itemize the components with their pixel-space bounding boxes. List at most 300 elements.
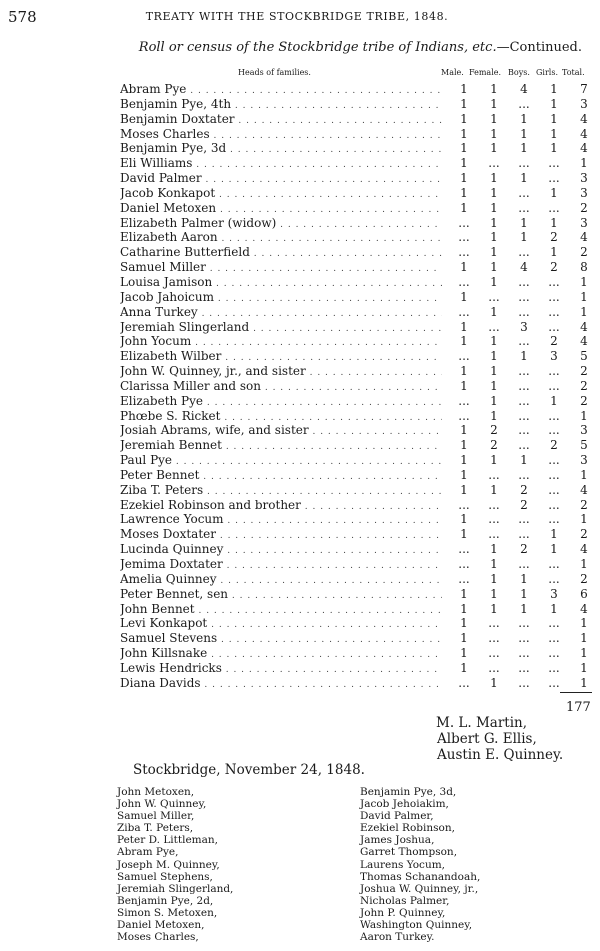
cell-boys: 4 [520, 260, 528, 275]
table-row [120, 676, 590, 691]
family-head-name: Amelia Quinney . . . [120, 572, 442, 589]
family-head-name: Benjamin Doxtater . . . [120, 112, 442, 129]
cell-female: 2 [490, 438, 498, 453]
witness-name: Washington Quinney, [360, 919, 473, 932]
family-head-name: Elizabeth Aaron . . . [120, 230, 442, 247]
witness-name: Jeremiah Slingerland, [117, 882, 234, 895]
cell-girls: ... [548, 453, 560, 468]
family-head-name: Levi Konkapot . . . [120, 616, 442, 633]
witness-name: Moses Charles, [117, 931, 199, 944]
cell-boys: 2 [520, 497, 528, 512]
cell-female: 1 [490, 245, 498, 260]
page-header [8, 8, 586, 28]
cell-male: ... [458, 571, 470, 586]
cell-female: 1 [490, 96, 498, 111]
cell-boys: ... [518, 304, 530, 319]
cell-boys: 1 [520, 141, 528, 156]
cell-female: 1 [490, 260, 498, 275]
cell-total: 1 [580, 646, 588, 661]
cell-girls: ... [548, 482, 560, 497]
cell-female: 1 [490, 393, 498, 408]
cell-girls: 1 [550, 126, 558, 141]
family-head-name: John Bennet . . . [120, 602, 442, 619]
table-row [120, 409, 590, 424]
family-head-name: Jacob Konkapot . . . [120, 186, 442, 203]
col-header-boys: Boys. [508, 68, 530, 77]
table-row [120, 661, 590, 676]
cell-male: ... [458, 215, 470, 230]
cell-total: 2 [580, 527, 588, 542]
cell-female: 1 [490, 586, 498, 601]
table-subtitle [139, 40, 582, 55]
cell-boys: 2 [520, 542, 528, 557]
witness-name: Abram Pye, [117, 846, 179, 859]
witness-name: David Palmer, [360, 810, 434, 823]
witness-name: Garret Thompson, [360, 846, 458, 859]
cell-female: 1 [490, 334, 498, 349]
cell-girls: 1 [550, 185, 558, 200]
cell-total: 2 [580, 571, 588, 586]
total-rule [560, 692, 592, 693]
cell-girls: ... [548, 378, 560, 393]
cell-total: 4 [580, 601, 588, 616]
cell-female: 1 [490, 126, 498, 141]
cell-total: 4 [580, 111, 588, 126]
table-row [120, 587, 590, 602]
table-row [120, 527, 590, 542]
family-head-name: Catharine Butterfield . . . [120, 245, 442, 262]
cell-total: 1 [580, 512, 588, 527]
cell-boys: ... [518, 364, 530, 379]
cell-boys: 1 [520, 171, 528, 186]
table-row [120, 349, 590, 364]
family-head-name: Phœbe S. Ricket . . . [120, 409, 442, 426]
cell-girls: ... [548, 274, 560, 289]
cell-total: 3 [580, 215, 588, 230]
table-row [120, 275, 590, 290]
family-head-name: Elizabeth Pye . . . [120, 394, 442, 411]
cell-female: 1 [490, 82, 498, 96]
cell-total: 1 [580, 156, 588, 171]
cell-total: 1 [580, 631, 588, 646]
family-head-name: Moses Charles . . . [120, 127, 442, 144]
place-date: Stockbridge, November 24, 1848. [133, 762, 365, 778]
cell-girls: 1 [550, 82, 558, 96]
table-row [120, 260, 590, 275]
cell-female: 1 [490, 171, 498, 186]
table-row [120, 364, 590, 379]
table-row [120, 82, 590, 97]
cell-total: 2 [580, 497, 588, 512]
cell-male: 1 [460, 111, 468, 126]
cell-female: ... [488, 467, 500, 482]
cell-total: 3 [580, 453, 588, 468]
table-row [120, 320, 590, 335]
witness-name: Peter D. Littleman, [117, 834, 218, 847]
witness-name: James Joshua, [360, 834, 435, 847]
page-number: 578 [8, 8, 37, 26]
cell-total: 5 [580, 349, 588, 364]
cell-boys: ... [518, 616, 530, 631]
witness-name: John W. Quinney, [117, 798, 207, 811]
family-head-name: Jeremiah Bennet . . . [120, 438, 442, 455]
witness-name: Ziba T. Peters, [117, 822, 194, 835]
family-head-name: Ziba T. Peters . . . [120, 483, 442, 500]
cell-male: ... [458, 349, 470, 364]
cell-female: ... [488, 156, 500, 171]
cell-boys: ... [518, 393, 530, 408]
cell-female: 1 [490, 571, 498, 586]
cell-male: 1 [460, 660, 468, 675]
witness-name: Nicholas Palmer, [360, 894, 450, 907]
witnesses-right-column [360, 786, 480, 943]
cell-female: 1 [490, 364, 498, 379]
family-head-name: Lawrence Yocum . . . [120, 512, 442, 529]
cell-total: 1 [580, 467, 588, 482]
family-head-name: Diana Davids . . . [120, 676, 442, 693]
family-head-name: Josiah Abrams, wife, and sister . . . [120, 423, 442, 440]
cell-female: 1 [490, 675, 498, 690]
witness-name: Ezekiel Robinson, [360, 822, 455, 835]
cell-male: 1 [460, 171, 468, 186]
cell-female: 1 [490, 378, 498, 393]
cell-boys: 3 [520, 319, 528, 334]
signers-block [436, 715, 563, 763]
cell-female: ... [488, 646, 500, 661]
cell-female: 2 [490, 423, 498, 438]
family-head-name: Anna Turkey . . . [120, 305, 442, 322]
cell-total: 3 [580, 423, 588, 438]
family-head-name: Elizabeth Wilber . . . [120, 349, 442, 366]
cell-female: ... [488, 497, 500, 512]
cell-girls: 1 [550, 141, 558, 156]
witness-name: Benjamin Pye, 2d, [117, 894, 214, 907]
table-row [120, 438, 590, 453]
cell-girls: 1 [550, 393, 558, 408]
cell-girls: ... [548, 408, 560, 423]
family-head-name: John Yocum . . . [120, 334, 442, 351]
grand-total: 177 [566, 700, 591, 715]
family-head-name: Jemima Doxtater . . . [120, 557, 442, 574]
cell-male: 1 [460, 126, 468, 141]
cell-girls: ... [548, 512, 560, 527]
cell-female: ... [488, 527, 500, 542]
table-row [120, 97, 590, 112]
cell-total: 7 [580, 82, 588, 96]
table-row [120, 483, 590, 498]
family-head-name: Samuel Stevens . . . [120, 631, 442, 648]
cell-boys: 1 [520, 349, 528, 364]
cell-male: 1 [460, 141, 468, 156]
cell-female: 1 [490, 141, 498, 156]
cell-female: 1 [490, 408, 498, 423]
cell-total: 2 [580, 378, 588, 393]
table-row [120, 201, 590, 216]
cell-male: 1 [460, 527, 468, 542]
cell-female: 1 [490, 185, 498, 200]
cell-total: 4 [580, 542, 588, 557]
cell-female: 1 [490, 111, 498, 126]
cell-male: ... [458, 542, 470, 557]
cell-girls: ... [548, 423, 560, 438]
table-row [120, 616, 590, 631]
cell-female: ... [488, 616, 500, 631]
family-head-name: David Palmer . . . [120, 171, 442, 188]
table-row [120, 290, 590, 305]
cell-girls: ... [548, 171, 560, 186]
family-head-name: Jacob Jahoicum . . . [120, 290, 442, 307]
cell-male: 1 [460, 82, 468, 96]
col-header-female: Female. [469, 68, 502, 77]
witness-name: John P. Quinney, [360, 906, 446, 919]
cell-boys: ... [518, 274, 530, 289]
cell-boys: ... [518, 557, 530, 571]
family-head-name: Jeremiah Slingerland . . . [120, 320, 442, 337]
family-head-name: John Killsnake . . . [120, 646, 442, 663]
family-head-name: Lucinda Quinney . . . [120, 542, 442, 559]
cell-girls: ... [548, 675, 560, 690]
cell-male: 1 [460, 185, 468, 200]
cell-male: ... [458, 245, 470, 260]
table-row [120, 305, 590, 320]
table-row [120, 112, 590, 127]
witness-name: Thomas Schanandoah, [360, 870, 481, 883]
cell-girls: 3 [550, 349, 558, 364]
family-head-name: Daniel Metoxen . . . [120, 201, 442, 218]
cell-female: ... [488, 289, 500, 304]
cell-girls: 3 [550, 586, 558, 601]
cell-girls: ... [548, 557, 560, 571]
subtitle-continued: —Continued. [496, 40, 582, 55]
cell-girls: 1 [550, 527, 558, 542]
witness-name: Joseph M. Quinney, [117, 858, 220, 871]
cell-boys: ... [518, 423, 530, 438]
table-row [120, 542, 590, 557]
cell-girls: 1 [550, 215, 558, 230]
family-head-name: Eli Williams . . . [120, 156, 442, 173]
cell-total: 1 [580, 304, 588, 319]
cell-boys: ... [518, 512, 530, 527]
cell-total: 4 [580, 141, 588, 156]
cell-boys: 1 [520, 571, 528, 586]
cell-boys: ... [518, 408, 530, 423]
table-row [120, 572, 590, 587]
cell-total: 1 [580, 274, 588, 289]
cell-male: 1 [460, 646, 468, 661]
cell-boys: 4 [520, 82, 528, 96]
cell-boys: 1 [520, 215, 528, 230]
cell-total: 1 [580, 660, 588, 675]
cell-girls: ... [548, 660, 560, 675]
cell-male: ... [458, 274, 470, 289]
cell-total: 2 [580, 364, 588, 379]
cell-male: ... [458, 408, 470, 423]
col-header-total: Total. [562, 68, 585, 77]
cell-total: 2 [580, 245, 588, 260]
cell-total: 4 [580, 334, 588, 349]
table-row [120, 468, 590, 483]
table-row [120, 141, 590, 156]
cell-total: 4 [580, 319, 588, 334]
table-row [120, 394, 590, 409]
cell-male: ... [458, 304, 470, 319]
cell-total: 8 [580, 260, 588, 275]
col-header-male: Male. [441, 68, 464, 77]
table-row [120, 512, 590, 527]
table-row [120, 646, 590, 661]
running-title: TREATY WITH THE STOCKBRIDGE TRIBE, 1848. [145, 10, 449, 23]
cell-girls: 1 [550, 601, 558, 616]
witness-name: John Metoxen, [117, 786, 195, 798]
cell-total: 1 [580, 616, 588, 631]
cell-girls: ... [548, 467, 560, 482]
cell-boys: 1 [520, 586, 528, 601]
cell-male: 1 [460, 586, 468, 601]
cell-girls: 1 [550, 111, 558, 126]
cell-girls: 1 [550, 245, 558, 260]
cell-male: 1 [460, 200, 468, 215]
cell-girls: ... [548, 156, 560, 171]
cell-male: 1 [460, 156, 468, 171]
cell-boys: ... [518, 185, 530, 200]
cell-total: 4 [580, 230, 588, 245]
cell-male: 1 [460, 364, 468, 379]
cell-female: 1 [490, 453, 498, 468]
cell-female: 1 [490, 230, 498, 245]
cell-total: 2 [580, 393, 588, 408]
cell-total: 5 [580, 438, 588, 453]
cell-total: 3 [580, 171, 588, 186]
cell-girls: ... [548, 616, 560, 631]
cell-male: 1 [460, 260, 468, 275]
cell-boys: ... [518, 467, 530, 482]
table-row [120, 498, 590, 513]
cell-female: 1 [490, 557, 498, 571]
cell-male: 1 [460, 601, 468, 616]
cell-male: 1 [460, 334, 468, 349]
table-row [120, 631, 590, 646]
cell-male: 1 [460, 289, 468, 304]
family-head-name: Benjamin Pye, 4th . . . [120, 97, 442, 114]
cell-boys: ... [518, 631, 530, 646]
cell-boys: ... [518, 438, 530, 453]
table-row [120, 453, 590, 468]
table-row [120, 186, 590, 201]
cell-female: 1 [490, 200, 498, 215]
cell-girls: ... [548, 497, 560, 512]
cell-female: 1 [490, 542, 498, 557]
cell-girls: 2 [550, 334, 558, 349]
cell-boys: 1 [520, 601, 528, 616]
census-table [120, 82, 590, 691]
family-head-name: Ezekiel Robinson and brother . . . [120, 498, 442, 515]
cell-girls: ... [548, 631, 560, 646]
witness-name: Daniel Metoxen, [117, 919, 205, 932]
cell-girls: 2 [550, 230, 558, 245]
witnesses-left-column [117, 786, 233, 943]
family-head-name: Paul Pye . . . [120, 453, 442, 470]
cell-total: 4 [580, 482, 588, 497]
cell-boys: 1 [520, 453, 528, 468]
cell-female: ... [488, 631, 500, 646]
family-head-name: Clarissa Miller and son . . . [120, 379, 442, 396]
cell-boys: 1 [520, 111, 528, 126]
cell-male: 1 [460, 453, 468, 468]
cell-boys: ... [518, 378, 530, 393]
cell-girls: ... [548, 200, 560, 215]
family-head-name: Elizabeth Palmer (widow) . . . [120, 216, 442, 233]
cell-female: ... [488, 660, 500, 675]
signer-name: M. L. Martin, [436, 715, 528, 731]
cell-female: 1 [490, 274, 498, 289]
cell-total: 2 [580, 200, 588, 215]
cell-female: 1 [490, 601, 498, 616]
witness-name: Samuel Stephens, [117, 870, 213, 883]
cell-boys: 2 [520, 482, 528, 497]
cell-male: ... [458, 675, 470, 690]
cell-boys: ... [518, 289, 530, 304]
cell-total: 1 [580, 557, 588, 571]
table-row [120, 171, 590, 186]
cell-total: 1 [580, 289, 588, 304]
cell-boys: 1 [520, 126, 528, 141]
signer-name: Albert G. Ellis, [437, 731, 537, 747]
cell-boys: ... [518, 156, 530, 171]
subtitle-italic: Roll or census of the Stockbridge tribe of Indians, etc. [138, 40, 497, 55]
cell-boys: ... [518, 96, 530, 111]
cell-boys: ... [518, 675, 530, 690]
witness-name: Joshua W. Quinney, jr., [360, 882, 479, 895]
witness-name: Simon S. Metoxen, [117, 906, 218, 919]
cell-girls: 2 [550, 260, 558, 275]
cell-boys: ... [518, 245, 530, 260]
family-head-name: Peter Bennet . . . [120, 468, 442, 485]
witness-name: Samuel Miller, [117, 810, 195, 823]
family-head-name: Peter Bennet, sen . . . [120, 587, 442, 604]
cell-male: 1 [460, 512, 468, 527]
cell-female: 1 [490, 482, 498, 497]
witness-name: Jacob Jehoiakim, [360, 798, 449, 811]
cell-female: ... [488, 319, 500, 334]
cell-male: 1 [460, 482, 468, 497]
table-row [120, 379, 590, 394]
cell-male: ... [458, 497, 470, 512]
cell-boys: ... [518, 200, 530, 215]
family-head-name: Louisa Jamison . . . [120, 275, 442, 292]
cell-girls: ... [548, 646, 560, 661]
cell-girls: 2 [550, 438, 558, 453]
family-head-name: Benjamin Pye, 3d . . . [120, 141, 442, 158]
cell-boys: ... [518, 646, 530, 661]
col-header-girls: Girls. [536, 68, 558, 77]
table-row [120, 602, 590, 617]
table-row [120, 216, 590, 231]
cell-boys: ... [518, 334, 530, 349]
table-row [120, 557, 590, 572]
cell-boys: ... [518, 527, 530, 542]
cell-boys: ... [518, 660, 530, 675]
cell-total: 1 [580, 675, 588, 690]
cell-male: 1 [460, 96, 468, 111]
table-row [120, 156, 590, 171]
cell-male: ... [458, 393, 470, 408]
cell-male: 1 [460, 467, 468, 482]
cell-female: 1 [490, 215, 498, 230]
cell-girls: ... [548, 571, 560, 586]
cell-total: 6 [580, 586, 588, 601]
cell-male: 1 [460, 438, 468, 453]
cell-girls: ... [548, 319, 560, 334]
